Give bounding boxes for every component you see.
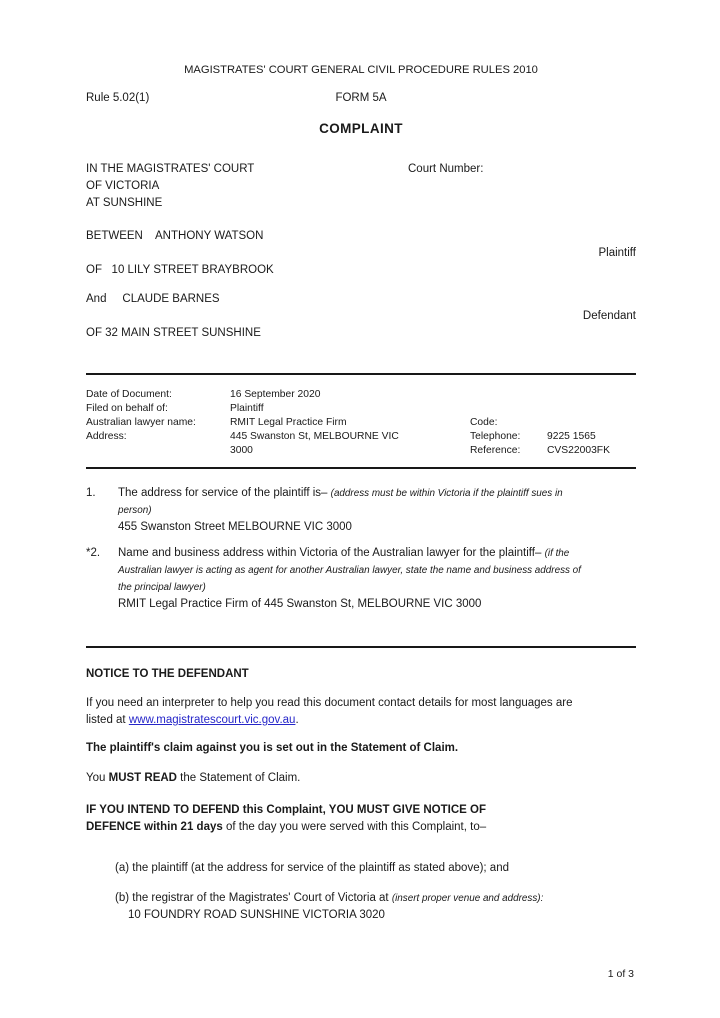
- item-2-note: (if the Australian lawyer is acting as agent for another Australian lawyer, state the name and business address of the principal lawyer): [118, 548, 581, 593]
- item-2-value: RMIT Legal Practice Firm of 445 Swanston St, MELBOURNE VIC 3000: [118, 598, 482, 610]
- divider-notice: [86, 646, 636, 648]
- detail-row-filed: [86, 402, 636, 416]
- interpreter-text: If you need an interpreter to help you read this document contact details for most languages are listed at: [86, 697, 573, 726]
- item-1-value: 455 Swanston Street MELBOURNE VIC 3000: [118, 521, 352, 533]
- detail-value: Plaintiff: [230, 403, 264, 414]
- detail-label: Address:: [86, 431, 127, 442]
- detail-label: Reference:: [470, 445, 521, 456]
- detail-value: RMIT Legal Practice Firm: [230, 417, 347, 428]
- item-2-text: Name and business address within Victoria of the Australian lawyer for the plaintiff–: [118, 547, 545, 559]
- court-line-2: OF VICTORIA: [86, 180, 160, 192]
- must-read-bold: MUST READ: [108, 772, 177, 784]
- divider-details-bottom: [86, 467, 636, 469]
- detail-value: 16 September 2020: [230, 389, 321, 400]
- page-number: 1 of 3: [607, 968, 634, 980]
- must-read-line: [86, 770, 636, 787]
- claim-statement: The plaintiff's claim against you is set out in the Statement of Claim.: [86, 742, 459, 754]
- detail-label: Telephone:: [470, 431, 521, 442]
- detail-row-date: [86, 388, 636, 402]
- detail-label: Australian lawyer name:: [86, 417, 196, 428]
- numbered-items: [86, 485, 636, 612]
- interpreter-text-after: .: [295, 714, 299, 726]
- between-line: BETWEEN ANTHONY WATSON: [86, 230, 264, 242]
- detail-label: Code:: [470, 417, 498, 428]
- item-2-text-block: [118, 545, 596, 596]
- defend-rest: of the day you were served with this Complaint, to–: [222, 821, 487, 833]
- form-title: COMPLAINT: [319, 121, 403, 136]
- detail-label: Date of Document:: [86, 389, 172, 400]
- item-1-note: (address must be within Victoria if the plaintiff sues in person): [118, 488, 563, 516]
- divider-top: [86, 373, 636, 375]
- item-1-number: 1.: [86, 487, 96, 499]
- item-b-value: 10 FOUNDRY ROAD SUNSHINE VICTORIA 3020: [128, 909, 385, 921]
- detail-label: Filed on behalf of:: [86, 403, 168, 414]
- detail-side-block: [470, 416, 610, 458]
- plaintiff-address-line: OF 10 LILY STREET BRAYBROOK: [86, 264, 274, 276]
- item-1: [86, 485, 636, 535]
- defend-bold: IF YOU INTEND TO DEFEND this Complaint, YOU MUST GIVE NOTICE OF DEFENCE within 21 days: [86, 804, 486, 833]
- form-number: FORM 5A: [335, 92, 387, 104]
- document-details-block: [86, 388, 636, 458]
- defendant-address-line: OF 32 MAIN STREET SUNSHINE: [86, 327, 261, 339]
- notice-heading: NOTICE TO THE DEFENDANT: [86, 668, 249, 680]
- detail-row-code: [470, 416, 610, 430]
- interpreter-paragraph: [86, 695, 588, 729]
- and-line: And CLAUDE BARNES: [86, 293, 220, 305]
- detail-value: CVS22003FK: [547, 445, 610, 456]
- defend-item-a: (a) the plaintiff (at the address for service of the plaintiff as stated above); and: [115, 862, 509, 874]
- detail-value: 9225 1565: [547, 431, 596, 442]
- item-1-text-block: [118, 485, 596, 519]
- plaintiff-label: Plaintiff: [598, 247, 636, 259]
- defend-paragraph: [86, 802, 531, 836]
- item-b-note: (insert proper venue and address):: [391, 893, 544, 904]
- rules-title: MAGISTRATES' COURT GENERAL CIVIL PROCEDURE RULES 2010: [184, 64, 538, 76]
- rule-number: Rule 5.02(1): [86, 92, 150, 104]
- court-number-label: Court Number:: [408, 163, 484, 175]
- detail-row-telephone: [470, 430, 610, 444]
- court-block: [86, 161, 636, 212]
- defend-item-b: [86, 890, 630, 907]
- must-read-suffix: the Statement of Claim.: [176, 772, 301, 784]
- detail-value: 445 Swanston St, MELBOURNE VIC 3000: [230, 431, 399, 456]
- court-line-3: AT SUNSHINE: [86, 197, 163, 209]
- must-read-prefix: You: [86, 772, 109, 784]
- rule-form-row: [86, 92, 636, 105]
- defendant-label: Defendant: [582, 310, 636, 322]
- item-2: [86, 545, 636, 612]
- detail-row-reference: [470, 444, 610, 458]
- item-2-number: *2.: [86, 547, 101, 559]
- magistrates-court-link[interactable]: www.magistratescourt.vic.gov.au: [128, 714, 296, 726]
- court-line-1: IN THE MAGISTRATES' COURT: [86, 163, 255, 175]
- item-1-text: The address for service of the plaintiff is–: [118, 487, 331, 499]
- item-b-text: (b) the registrar of the Magistrates' Court of Victoria at: [115, 892, 392, 904]
